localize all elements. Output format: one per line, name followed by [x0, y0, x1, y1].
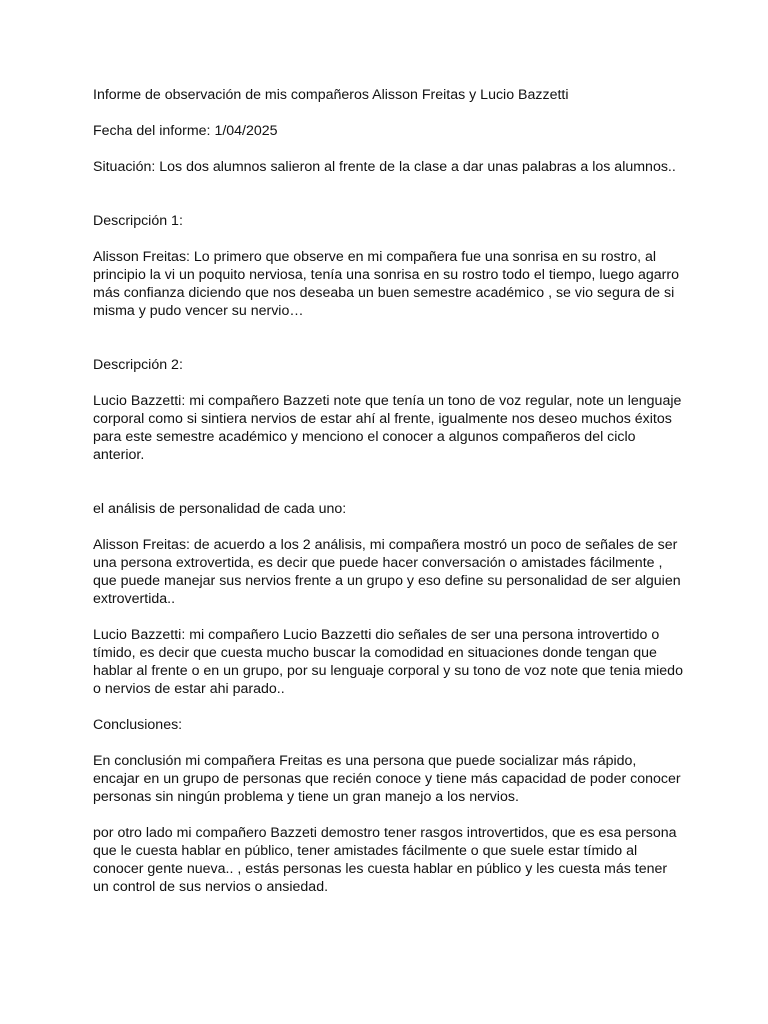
spacer: [93, 140, 683, 158]
description1-paragraph: Alisson Freitas: Lo primero que observe en mi compañera fue una sonrisa en su rostro, al principio la vi un poquito nerviosa, tenía una sonrisa en su rostro todo el tiempo, luego agarro más confianza diciendo que nos deseaba un buen semestre académico , se vio segura de si misma y pudo vencer su nervio…: [93, 249, 679, 319]
report-title: Informe de observación de mis compañeros Alisson Freitas y Lucio Bazzetti: [93, 87, 569, 103]
spacer: [93, 230, 683, 248]
description2-heading: Descripción 2:: [93, 357, 183, 373]
situation-paragraph: Situación: Los dos alumnos salieron al frente de la clase a dar unas palabras a los alumnos..: [93, 159, 676, 175]
spacer: [93, 104, 683, 122]
analysis-bazzetti-paragraph: Lucio Bazzetti: mi compañero Lucio Bazzetti dio señales de ser una persona introvertido o tímido, es decir que cuesta mucho buscar la comodidad en situaciones donde tengan que hablar al frente o en un grupo, por su lenguaje corporal y su tono de voz note que tenia miedo o nervios de estar ahi parado..: [93, 627, 683, 697]
document-body: [93, 86, 683, 896]
spacer: [93, 698, 683, 716]
spacer: [93, 806, 683, 824]
description2-paragraph: Lucio Bazzetti: mi compañero Bazzeti note que tenía un tono de voz regular, note un lenguaje corporal como si sintiera nervios de estar ahí al frente, igualmente nos deseo muchos éxitos para este semestre académico y menciono el conocer a algunos compañeros del ciclo anterior.: [93, 393, 682, 463]
spacer: [93, 464, 683, 500]
conclusion2-paragraph: por otro lado mi compañero Bazzeti demostro tener rasgos introvertidos, que es esa persona que le cuesta hablar en público, tener amistades fácilmente o que suele estar tímido al conocer gente nueva.. , estás personas les cuesta hablar en público y les cuesta más tener un control de sus nervios o ansiedad.: [93, 825, 677, 895]
spacer: [93, 374, 683, 392]
analysis-heading: el análisis de personalidad de cada uno:: [93, 501, 347, 517]
spacer: [93, 518, 683, 536]
spacer: [93, 176, 683, 212]
description1-heading: Descripción 1:: [93, 213, 183, 229]
conclusion1-paragraph: En conclusión mi compañera Freitas es una persona que puede socializar más rápido, encajar en un grupo de personas que recién conoce y tiene más capacidad de poder conocer personas sin ningún problema y tiene un gran manejo a los nervios.: [93, 753, 681, 805]
analysis-freitas-paragraph: Alisson Freitas: de acuerdo a los 2 análisis, mi compañera mostró un poco de señales de ser una persona extrovertida, es decir que puede hacer conversación o amistades fácilmente , que puede manejar sus nervios frente a un grupo y eso define su personalidad de ser alguien extrovertida..: [93, 537, 681, 607]
conclusions-heading: Conclusiones:: [93, 717, 183, 733]
spacer: [93, 320, 683, 356]
spacer: [93, 608, 683, 626]
spacer: [93, 734, 683, 752]
report-date: Fecha del informe: 1/04/2025: [93, 123, 278, 139]
